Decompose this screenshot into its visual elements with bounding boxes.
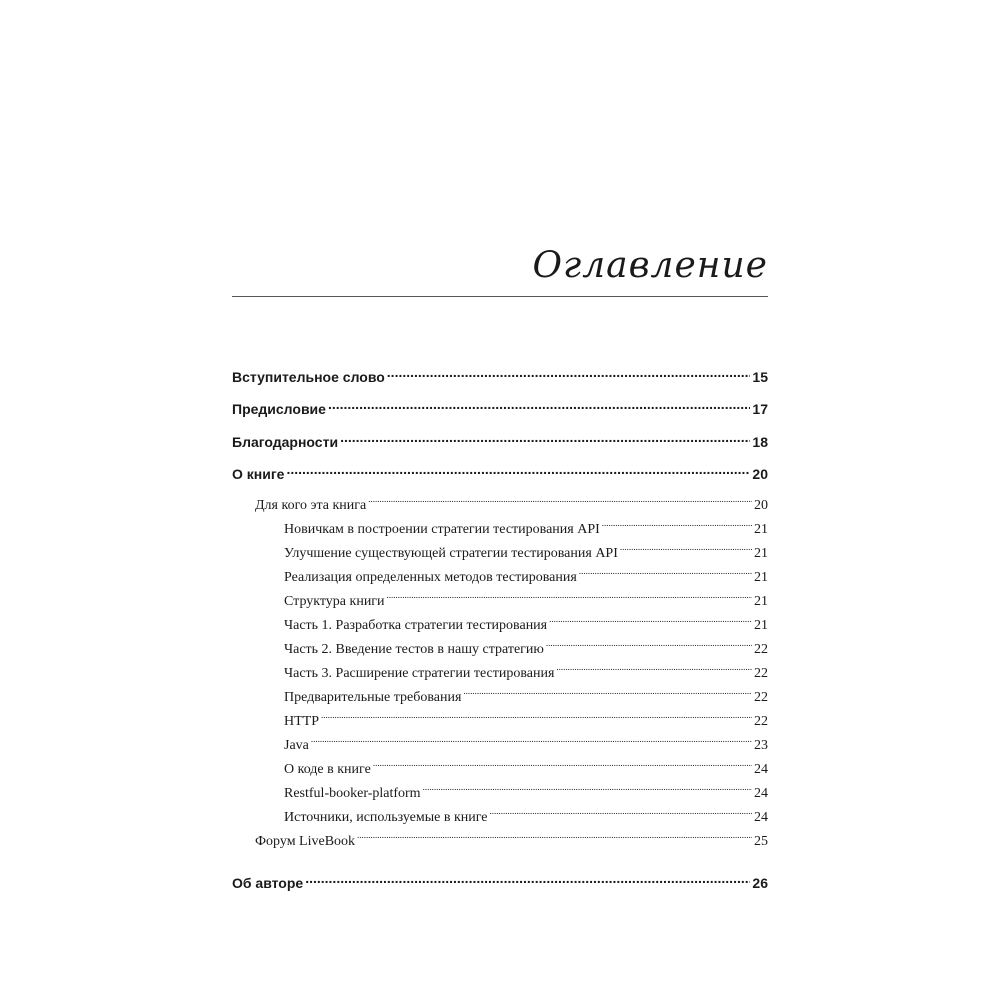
toc-entry-label: Restful-booker-platform [284,786,421,801]
toc-entry-java[interactable] [284,735,768,756]
toc-entry-part-2[interactable] [284,639,768,660]
toc-entry-preface[interactable] [232,399,768,419]
toc-entry-label: HTTP [284,714,319,729]
toc-page-number: 21 [754,570,768,585]
toc-entry-label: Предварительные требования [284,690,462,705]
toc-entry-label: Предисловие [232,401,326,417]
toc-page-number: 21 [754,522,768,537]
toc-entry-label: Об авторе [232,875,304,891]
toc-entry-http[interactable] [284,711,768,732]
dot-leader [357,831,752,845]
toc-entry-audience[interactable] [255,495,768,516]
dot-leader [490,807,752,821]
toc-entry-testing-methods[interactable] [284,567,768,588]
toc-page-number: 20 [752,466,768,482]
page-title: Оглавление [532,245,768,286]
dot-leader [328,400,750,414]
toc-entry-acknowledgements[interactable] [232,432,768,452]
toc-entry-label: Часть 1. Разработка стратегии тестирования [284,618,548,633]
toc-page-number: 21 [754,618,768,633]
dot-leader [463,687,752,701]
dot-leader [423,783,752,797]
toc-entry-prerequisites[interactable] [284,687,768,708]
toc-page-number: 15 [752,369,768,385]
toc-page-number: 23 [754,738,768,753]
dot-leader [373,759,752,773]
toc-page-number: 24 [754,786,768,801]
dot-leader [602,519,752,533]
toc-page-number: 22 [754,714,768,729]
dot-leader [286,465,750,479]
toc-entry-label: Java [284,738,309,753]
toc-entry-label: О книге [232,466,285,482]
toc-entry-newcomers[interactable] [284,519,768,540]
toc-entry-label: Форум LiveBook [255,834,356,849]
toc-entry-part-1[interactable] [284,615,768,636]
dot-leader [620,543,752,557]
toc-page-number: 18 [752,434,768,450]
toc-entry-label: О коде в книге [284,762,371,777]
toc-page-number: 21 [754,594,768,609]
toc-page-number: 24 [754,762,768,777]
toc-entry-label: Вступительное слово [232,369,385,385]
toc-entry-label: Часть 3. Расширение стратегии тестирования [284,666,555,681]
toc-page [232,0,768,1000]
toc-entry-label: Благодарности [232,434,339,450]
toc-entry-livebook-forum[interactable] [255,831,768,852]
toc-entry-book-structure[interactable] [284,591,768,612]
toc-page-number: 22 [754,666,768,681]
toc-page-number: 24 [754,810,768,825]
dot-leader [387,591,752,605]
toc-entry-about-author[interactable] [232,873,768,893]
toc-page-number: 21 [754,546,768,561]
toc-entry-label: Новичкам в построении стратегии тестирования API [284,522,600,537]
dot-leader [546,639,752,653]
dot-leader [549,615,752,629]
toc-entry-label: Источники, используемые в книге [284,810,488,825]
toc-entry-about-book[interactable] [232,464,768,484]
toc-page-number: 22 [754,690,768,705]
dot-leader [321,711,752,725]
toc-page-number: 20 [754,498,768,513]
toc-page-number: 26 [752,875,768,891]
toc-entry-label: Структура книги [284,594,385,609]
toc-entry-code[interactable] [284,759,768,780]
toc-entry-label: Для кого эта книга [255,498,367,513]
toc-page-number: 22 [754,642,768,657]
dot-leader [387,368,751,382]
dot-leader [579,567,752,581]
toc-entry-part-3[interactable] [284,663,768,684]
toc-entry-foreword[interactable] [232,367,768,387]
dot-leader [311,735,752,749]
dot-leader [368,495,752,509]
toc-entry-restful-booker[interactable] [284,783,768,804]
toc-page-number: 25 [754,834,768,849]
title-divider [232,296,768,297]
dot-leader [556,663,752,677]
toc-entry-label: Реализация определенных методов тестирования [284,570,577,585]
dot-leader [340,433,750,447]
toc-page-number: 17 [752,401,768,417]
toc-entry-label: Часть 2. Введение тестов в нашу стратегию [284,642,544,657]
toc-entry-label: Улучшение существующей стратегии тестирования API [284,546,618,561]
toc-entry-sources[interactable] [284,807,768,828]
toc-entry-improving-strategy[interactable] [284,543,768,564]
dot-leader [305,874,750,888]
